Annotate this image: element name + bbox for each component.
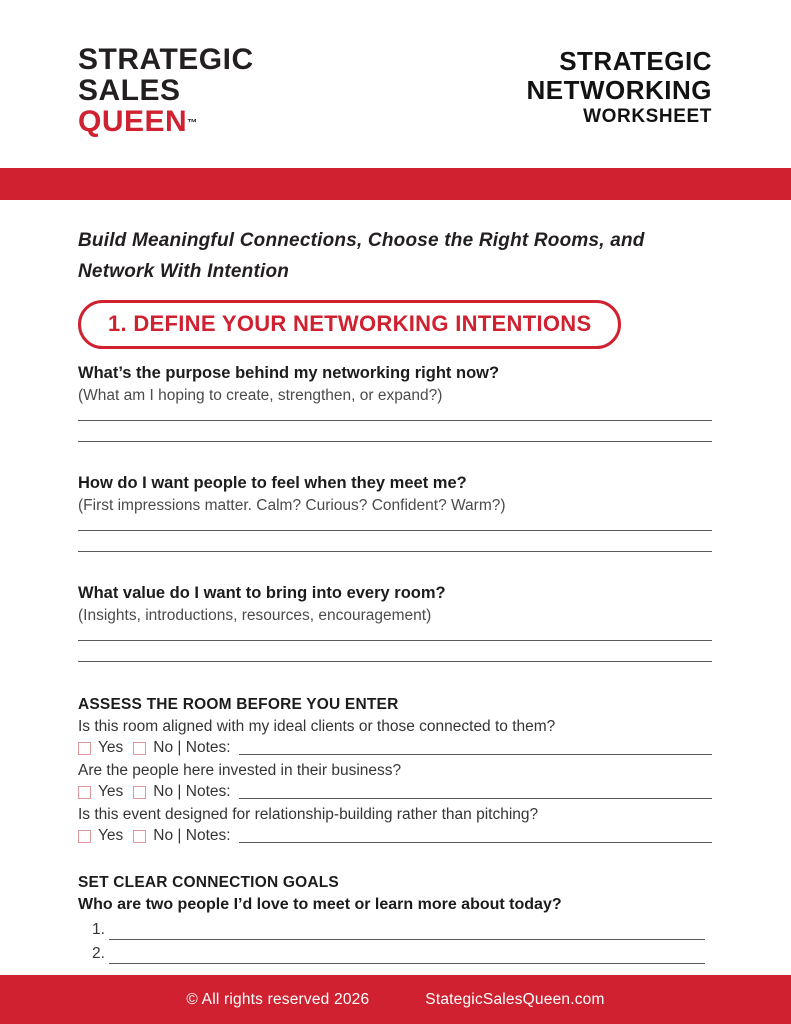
question-hint: (What am I hoping to create, strengthen, or expand?) [78, 387, 443, 404]
goals-heading: SET CLEAR CONNECTION GOALS [78, 874, 339, 891]
connection-goals-section [78, 872, 712, 964]
question-block-feel [78, 472, 712, 552]
title-line-strategic: STRATEGIC [559, 46, 712, 76]
yes-checkbox[interactable] [78, 786, 91, 799]
assess-room-section [78, 694, 712, 847]
no-notes-label: No | Notes: [153, 783, 231, 801]
assess-answer-row [78, 738, 712, 760]
answer-line[interactable] [78, 531, 712, 552]
notes-line[interactable] [239, 742, 712, 755]
logo-line-strategic: STRATEGIC [78, 43, 254, 76]
question-hint: (First impressions matter. Calm? Curious? Confident? Warm?) [78, 497, 506, 514]
document-title [526, 44, 712, 129]
footer-band [0, 975, 791, 1024]
header-divider-band [0, 168, 791, 200]
question-block-value [78, 582, 712, 662]
answer-line[interactable] [78, 627, 712, 641]
goal-row [78, 916, 712, 940]
website-text: StategicSalesQueen.com [425, 990, 605, 1008]
notes-line[interactable] [239, 830, 712, 843]
section-badge: 1. DEFINE YOUR NETWORKING INTENTIONS [78, 300, 621, 349]
intro-statement: Build Meaningful Connections, Choose the Right Rooms, and Network With Intention [78, 230, 645, 282]
header [0, 0, 791, 168]
goals-question: Who are two people I’d love to meet or learn more about today? [78, 896, 562, 913]
notes-line[interactable] [239, 786, 712, 799]
title-line-worksheet: WORKSHEET [583, 106, 712, 127]
goal-row [78, 940, 712, 964]
assess-heading: ASSESS THE ROOM BEFORE YOU ENTER [78, 696, 399, 713]
question-title: What value do I want to bring into every room? [78, 584, 446, 602]
question-title: What’s the purpose behind my networking right now? [78, 364, 500, 382]
answer-line[interactable] [78, 517, 712, 531]
trademark-symbol: ™ [187, 118, 198, 129]
main-content [0, 200, 791, 964]
no-notes-label: No | Notes: [153, 739, 231, 757]
answer-line[interactable] [78, 641, 712, 662]
yes-checkbox[interactable] [78, 742, 91, 755]
assess-answer-row [78, 782, 712, 804]
brand-logo [78, 44, 254, 137]
no-checkbox[interactable] [133, 786, 146, 799]
yes-label: Yes [98, 783, 124, 801]
no-notes-label: No | Notes: [153, 827, 231, 845]
logo-line-sales: SALES [78, 74, 181, 107]
question-hint: (Insights, introductions, resources, encouragement) [78, 607, 432, 624]
yes-checkbox[interactable] [78, 830, 91, 843]
logo-line-queen: QUEEN™ [78, 105, 198, 138]
no-checkbox[interactable] [133, 830, 146, 843]
answer-line[interactable] [78, 407, 712, 421]
goal-line[interactable] [109, 924, 705, 940]
yes-label: Yes [98, 739, 124, 757]
answer-line[interactable] [78, 421, 712, 442]
assess-answer-row [78, 826, 712, 848]
goal-number: 1. [92, 921, 105, 938]
goal-line[interactable] [109, 948, 705, 964]
assess-question: Is this event designed for relationship-building rather than pitching? [78, 806, 539, 823]
question-block-purpose [78, 362, 712, 442]
copyright-text: © All rights reserved 2026 [186, 990, 370, 1008]
assess-question: Are the people here invested in their business? [78, 762, 402, 779]
question-title: How do I want people to feel when they meet me? [78, 474, 467, 492]
goal-number: 2. [92, 945, 105, 962]
assess-question: Is this room aligned with my ideal clients or those connected to them? [78, 718, 556, 735]
yes-label: Yes [98, 827, 124, 845]
title-line-networking: NETWORKING [526, 75, 712, 105]
no-checkbox[interactable] [133, 742, 146, 755]
